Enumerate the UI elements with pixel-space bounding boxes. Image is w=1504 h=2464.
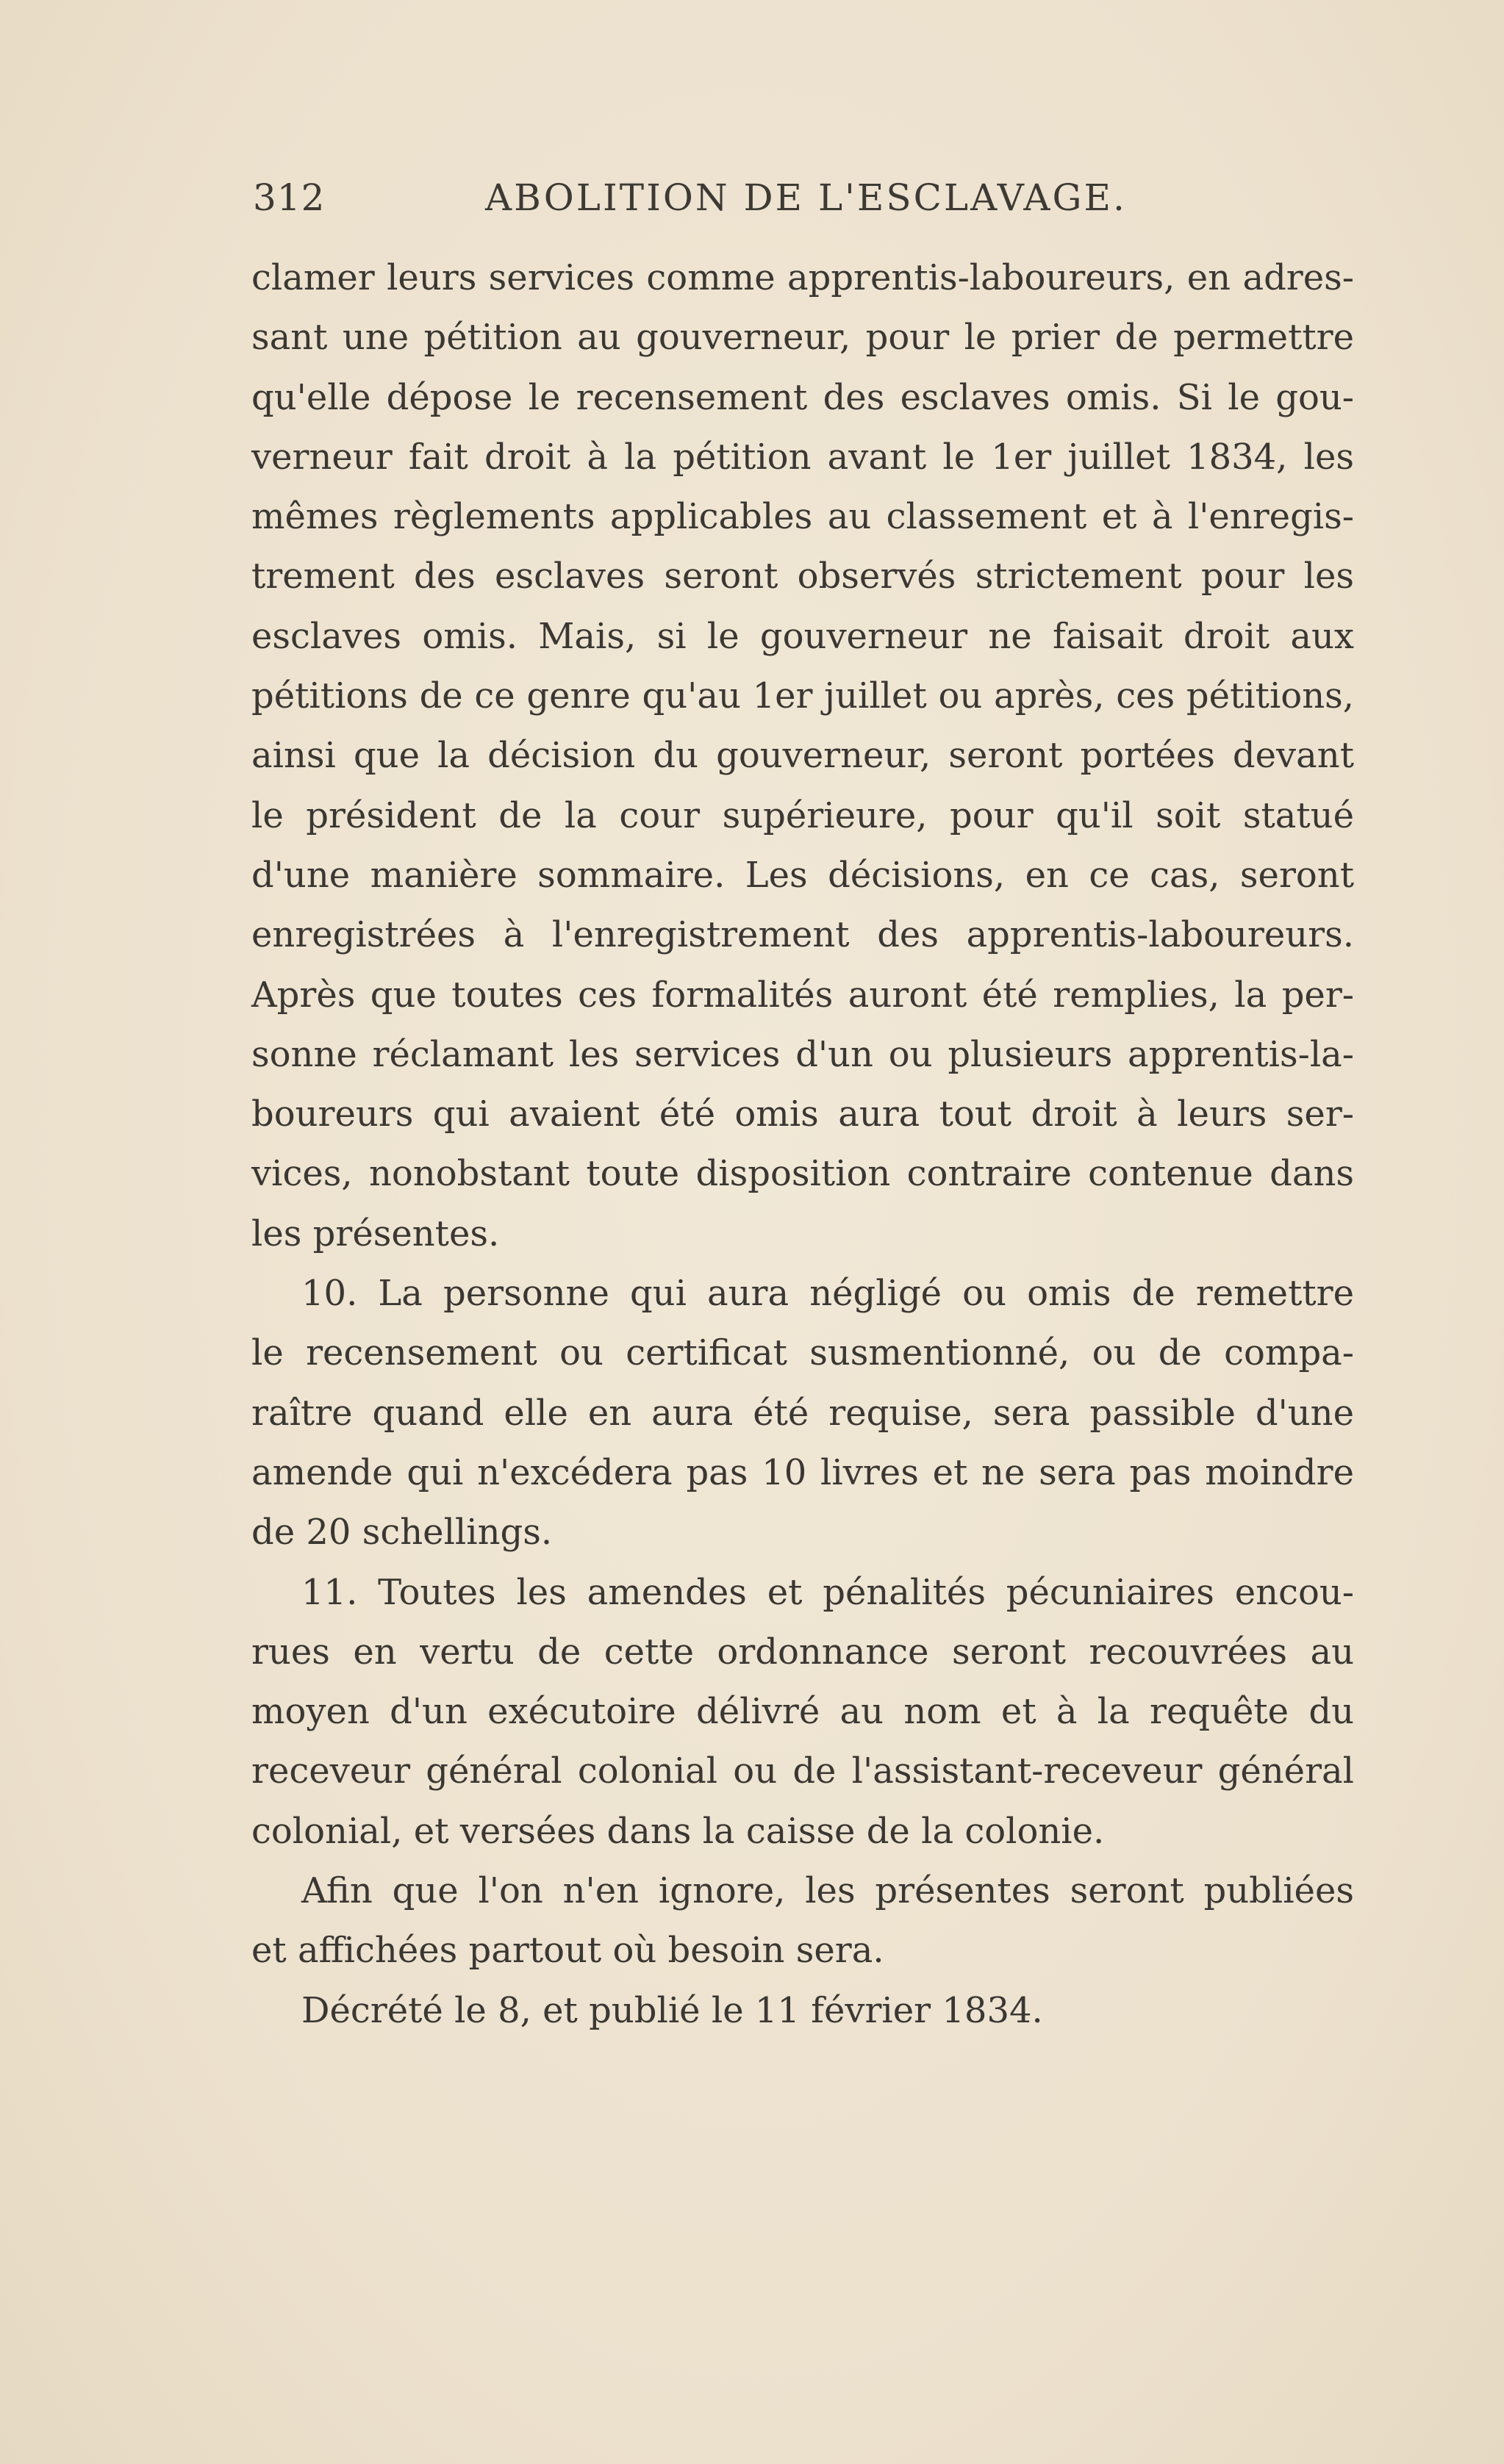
text-line: qu'elle dépose le recensement des esclaves omis. Si le gou- [251, 376, 1354, 418]
text-line: colonial, et versées dans la caisse de la colonie. [251, 1810, 1105, 1852]
article-10-first-line: 10. La personne qui aura négligé ou omis de remettre [301, 1273, 1354, 1315]
running-title: ABOLITION DE L'ESCLAVAGE. [485, 176, 1127, 219]
text-line: clamer leurs services comme apprentis-laboureurs, en adres- [251, 257, 1354, 298]
text-line: esclaves omis. Mais, si le gouverneur ne faisait droit aux [251, 615, 1354, 657]
text-line: pétitions de ce genre qu'au 1er juillet ou après, ces pétitions, [251, 675, 1354, 717]
closing-paragraph-first-line: Afin que l'on n'en ignore, les présentes seront publiées [301, 1870, 1354, 1912]
text-line: enregistrées à l'enregistrement des apprentis-laboureurs. [251, 914, 1354, 956]
text-line: les présentes. [251, 1213, 500, 1254]
text-line: le recensement ou certificat susmentionné, ou de compa- [251, 1332, 1354, 1374]
text-line: vices, nonobstant toute disposition contraire contenue dans [251, 1153, 1354, 1195]
text-line: ainsi que la décision du gouverneur, seront portées devant [251, 735, 1354, 777]
text-line: mêmes règlements applicables au classement et à l'enregis- [251, 496, 1354, 538]
decree-date-line: Décrété le 8, et publié le 11 février 1834. [301, 1989, 1043, 2031]
text-line: Après que toutes ces formalités auront été remplies, la per- [251, 974, 1354, 1016]
text-line: boureurs qui avaient été omis aura tout droit à leurs ser- [251, 1093, 1354, 1135]
text-line: et affichées partout où besoin sera. [251, 1930, 884, 1972]
text-line: rues en vertu de cette ordonnance seront recouvrées au [251, 1631, 1354, 1673]
text-line: sonne réclamant les services d'un ou plusieurs apprentis-la- [251, 1033, 1354, 1075]
text-line: amende qui n'excédera pas 10 livres et ne sera pas moindre [251, 1451, 1354, 1493]
text-line: d'une manière sommaire. Les décisions, en ce cas, seront [251, 854, 1354, 896]
article-11-first-line: 11. Toutes les amendes et pénalités pécuniaires encou- [301, 1571, 1354, 1613]
text-line: moyen d'un exécutoire délivré au nom et à la requête du [251, 1691, 1354, 1733]
text-line: receveur général colonial ou de l'assistant-receveur général [251, 1750, 1354, 1792]
page-header [250, 176, 1132, 228]
text-line: sant une pétition au gouverneur, pour le prier de permettre [251, 317, 1354, 359]
page-number: 312 [253, 176, 326, 219]
text-line: le président de la cour supérieure, pour qu'il soit statué [251, 794, 1354, 836]
text-line: raître quand elle en aura été requise, sera passible d'une [251, 1392, 1354, 1434]
body-text [251, 248, 1354, 2041]
text-line: verneur fait droit à la pétition avant le 1er juillet 1834, les [251, 436, 1354, 478]
text-line: de 20 schellings. [251, 1512, 553, 1554]
text-line: trement des esclaves seront observés strictement pour les [251, 556, 1354, 597]
